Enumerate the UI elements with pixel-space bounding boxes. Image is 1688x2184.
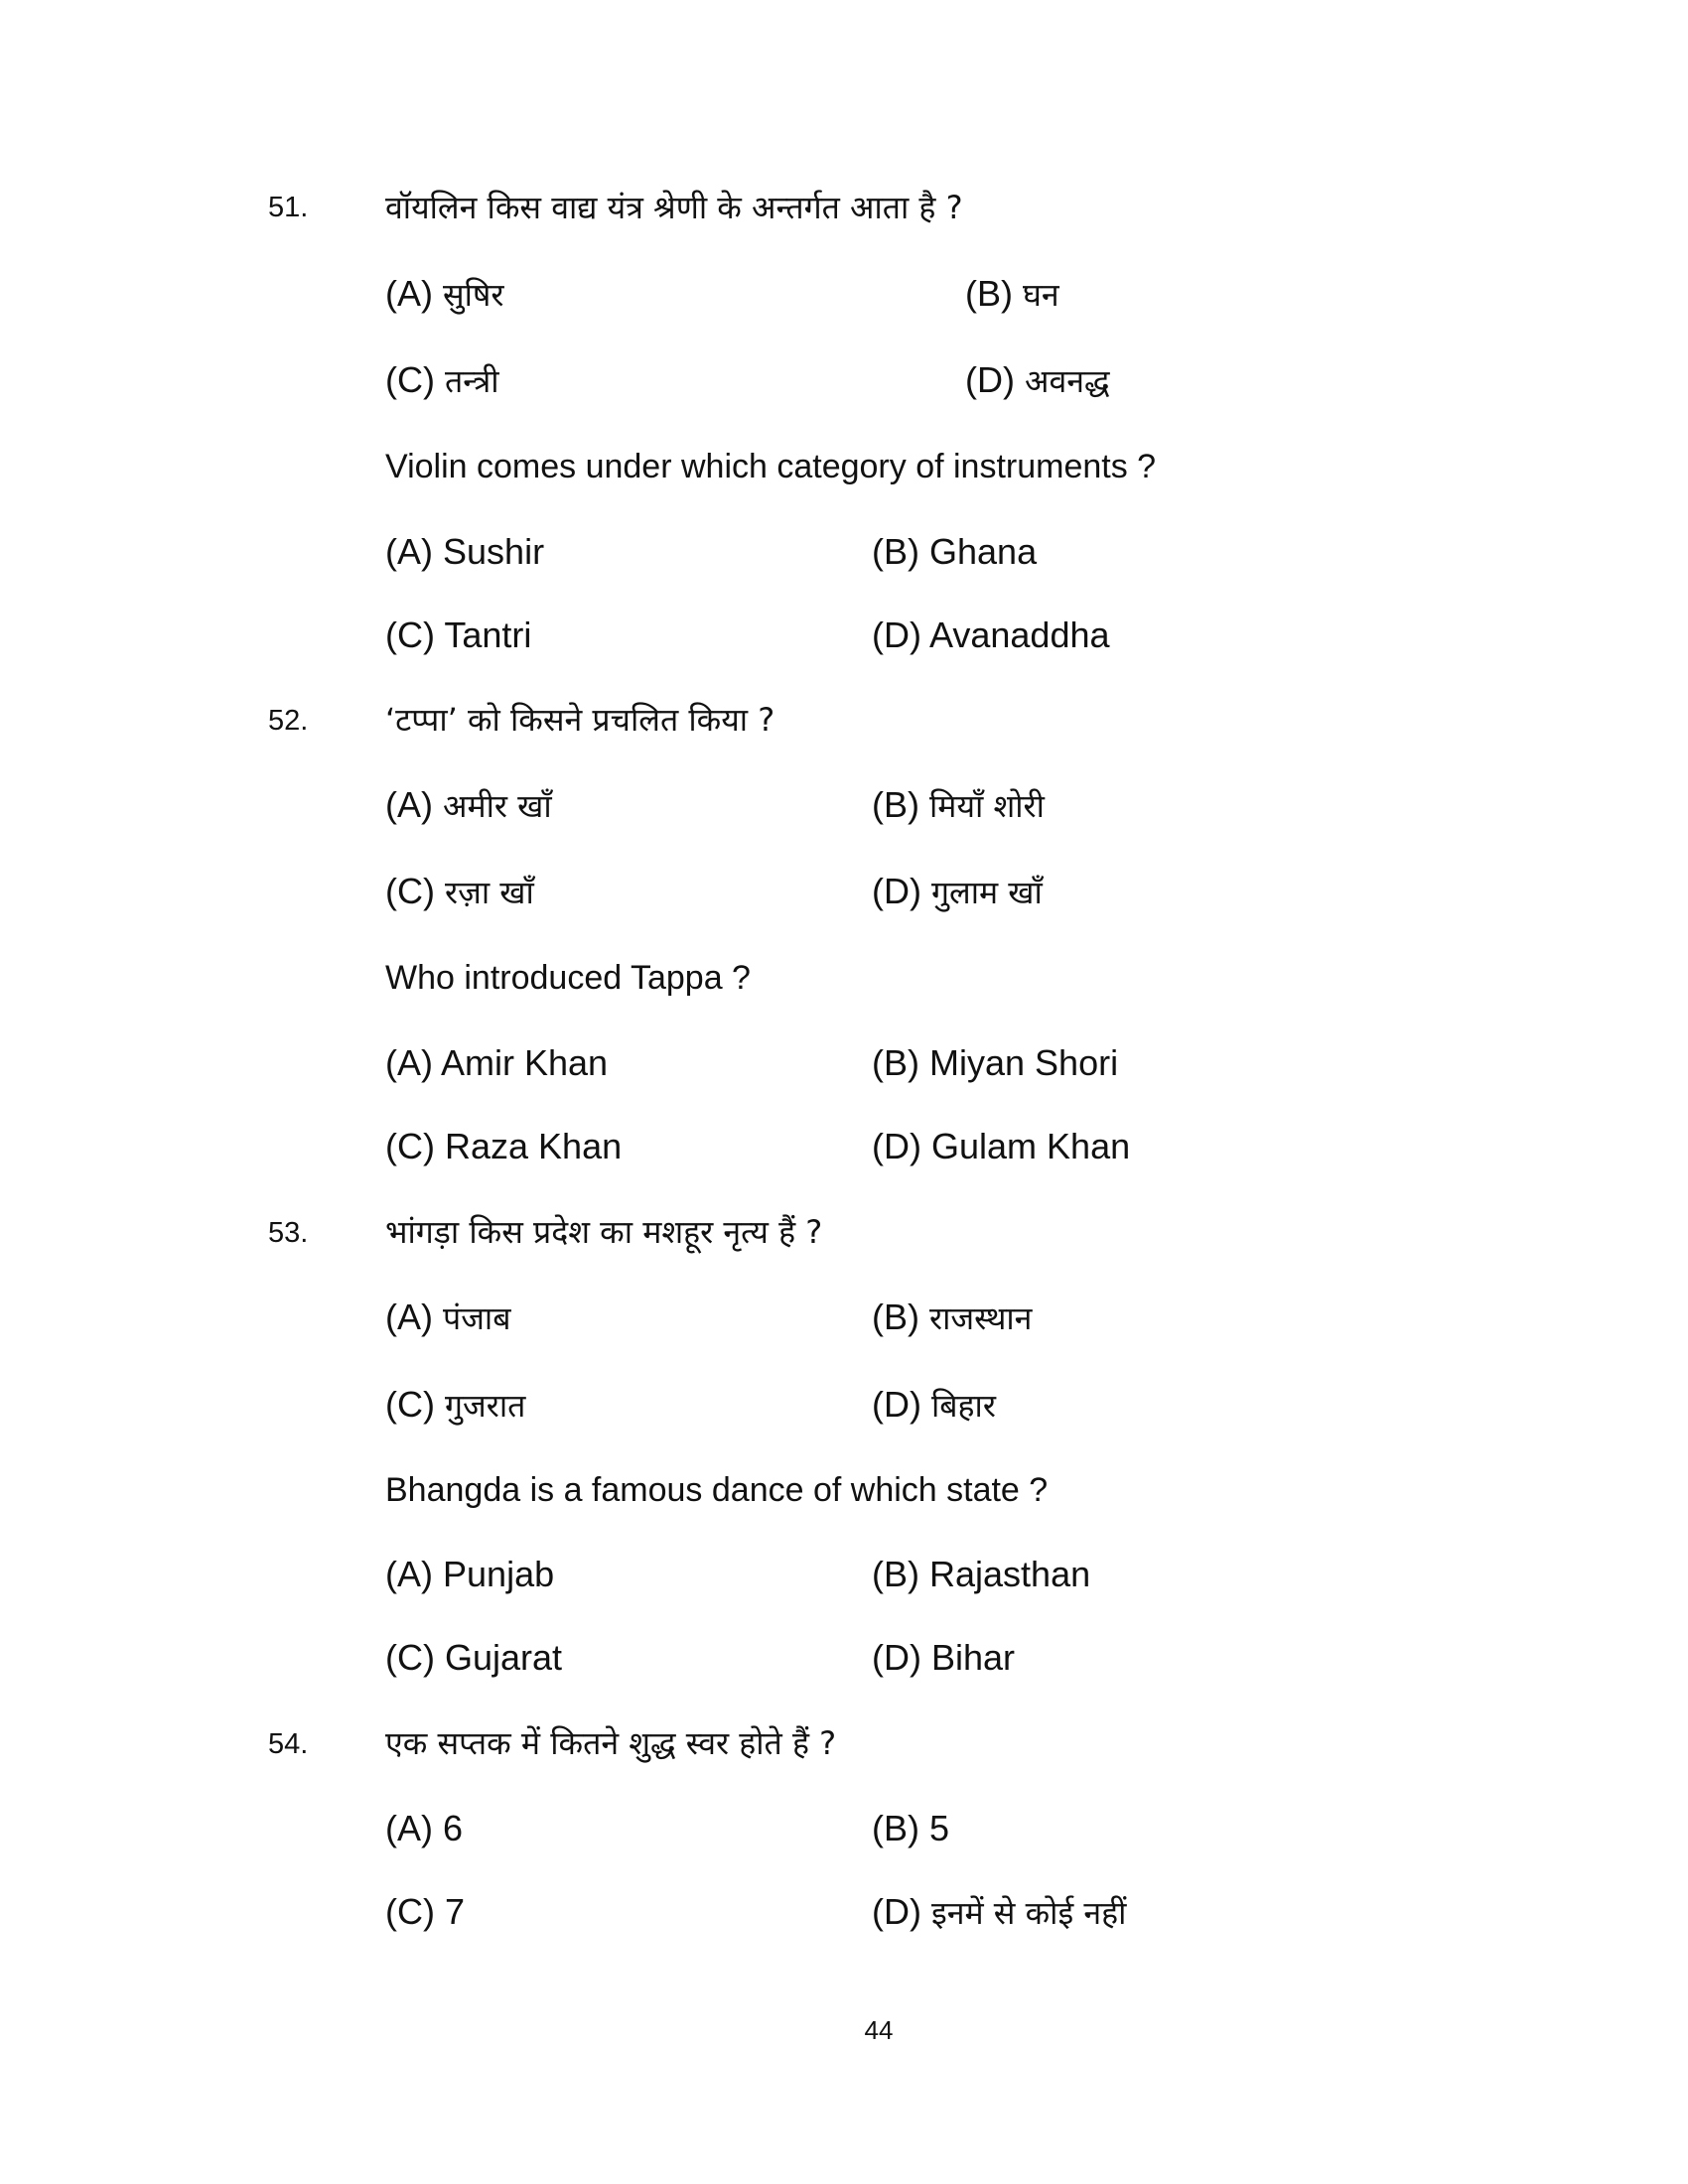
option-d-english: (D) Gulam Khan xyxy=(872,1126,1131,1166)
option-a-english: (A) Sushir xyxy=(385,531,545,572)
question-number: 54. xyxy=(268,1728,309,1760)
option-b: (B) 5 xyxy=(872,1808,950,1848)
question-text-english: Who introduced Tappa ? xyxy=(385,959,751,997)
option-d-english: (D) Avanaddha xyxy=(872,614,1110,655)
option-c-hindi: (C) तन्त्री xyxy=(385,359,499,400)
option-a-english: (A) Amir Khan xyxy=(385,1042,609,1083)
question-text-english: Violin comes under which category of instruments ? xyxy=(385,448,1157,485)
question-number: 53. xyxy=(268,1217,309,1249)
option-a-hindi: (A) सुषिर xyxy=(385,273,504,314)
page-number: 44 xyxy=(864,2015,894,2045)
option-c-english: (C) Tantri xyxy=(385,614,532,655)
option-d-hindi: (D) अवनद्ध xyxy=(965,359,1110,400)
option-b-hindi: (B) मियाँ शोरी xyxy=(872,784,1045,825)
question-text-hindi: वॉयलिन किस वाद्य यंत्र श्रेणी के अन्तर्गत आता है ? xyxy=(385,189,963,226)
option-d: (D) इनमें से कोई नहीं xyxy=(872,1891,1127,1932)
option-d-hindi: (D) गुलाम खाँ xyxy=(872,871,1043,911)
option-a: (A) 6 xyxy=(385,1808,464,1848)
option-b-english: (B) Rajasthan xyxy=(872,1554,1091,1594)
option-c: (C) 7 xyxy=(385,1891,466,1932)
option-d-hindi: (D) बिहार xyxy=(872,1384,996,1425)
option-c-english: (C) Raza Khan xyxy=(385,1126,623,1166)
question-text-hindi: भांगड़ा किस प्रदेश का मशहूर नृत्य हैं ? xyxy=(385,1213,823,1251)
option-b-hindi: (B) राजस्थान xyxy=(872,1297,1033,1337)
option-c-hindi: (C) रज़ा खाँ xyxy=(385,871,534,911)
option-a-hindi: (A) अमीर खाँ xyxy=(385,784,552,825)
option-b-english: (B) Ghana xyxy=(872,531,1038,572)
option-b-hindi: (B) घन xyxy=(965,273,1059,314)
option-d-english: (D) Bihar xyxy=(872,1637,1016,1678)
option-a-hindi: (A) पंजाब xyxy=(385,1297,511,1337)
option-a-english: (A) Punjab xyxy=(385,1554,555,1594)
option-c-english: (C) Gujarat xyxy=(385,1637,563,1678)
question-number: 52. xyxy=(268,705,309,737)
question-text-hindi: एक सप्तक में कितने शुद्ध स्वर होते हैं ? xyxy=(385,1724,837,1762)
option-c-hindi: (C) गुजरात xyxy=(385,1384,526,1425)
question-text-english: Bhangda is a famous dance of which state ? xyxy=(385,1471,1049,1509)
option-b-english: (B) Miyan Shori xyxy=(872,1042,1119,1083)
question-number: 51. xyxy=(268,192,309,223)
question-text-hindi: ‘टप्पा’ को किसने प्रचलित किया ? xyxy=(385,701,775,739)
